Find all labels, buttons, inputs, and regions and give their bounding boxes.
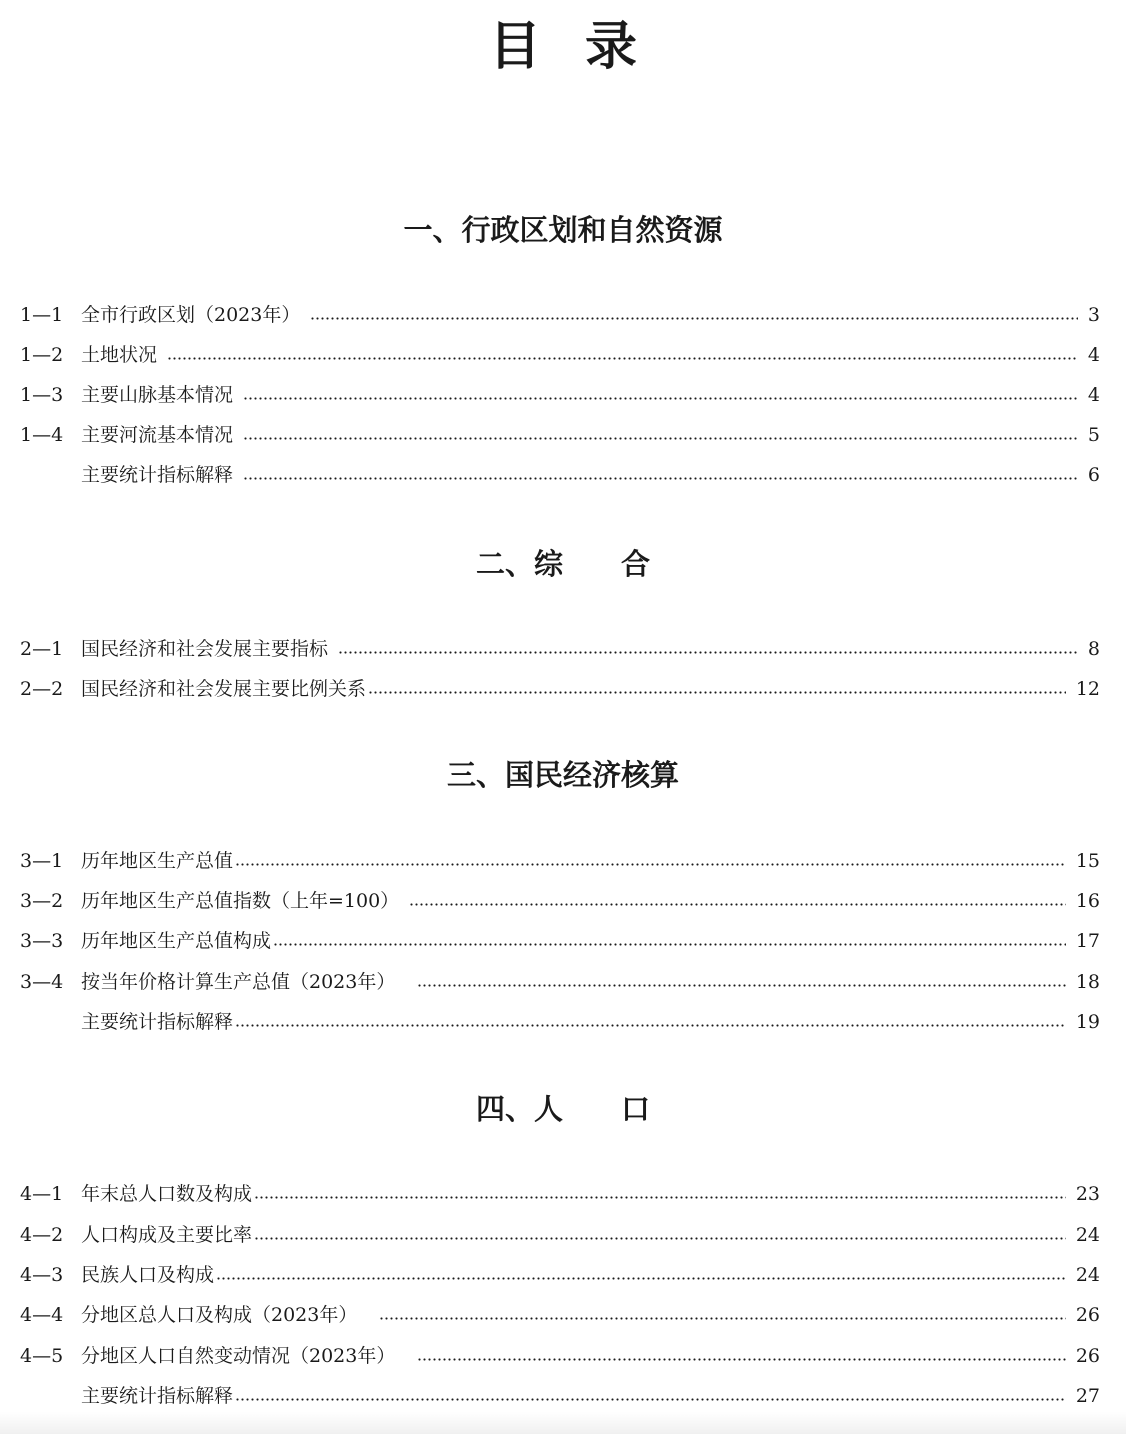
toc-entry-title: 年末总人口数及构成 — [81, 1183, 253, 1205]
toc-entry-page: 3 — [1087, 304, 1100, 326]
dot-leader — [368, 691, 1066, 694]
dot-leader — [235, 863, 1066, 866]
dot-leader — [417, 984, 1065, 987]
toc-entry-page: 8 — [1087, 638, 1100, 660]
toc-entry-title: 历年地区生产总值指数（上年=100） — [81, 890, 400, 912]
toc-entry-title: 主要山脉基本情况 — [81, 384, 234, 406]
toc-entry[interactable] — [20, 1007, 1100, 1037]
dot-leader — [243, 437, 1078, 440]
dot-leader — [235, 1024, 1066, 1027]
toc-entry-number: 1—4 — [20, 424, 64, 446]
section-title: 一、行政区划和自然资源 — [403, 213, 723, 247]
toc-entry-number: 3—4 — [20, 971, 64, 993]
toc-entry-title: 分地区总人口及构成（2023年） — [81, 1304, 358, 1326]
toc-entry-number: 1—1 — [20, 304, 64, 326]
toc-entry-number: 2—1 — [20, 638, 64, 660]
section-title: 三、国民经济核算 — [446, 758, 679, 792]
toc-entry-number: 3—3 — [20, 930, 64, 952]
page-edge-shadow — [0, 1412, 1126, 1434]
toc-entry[interactable] — [20, 1381, 1100, 1411]
toc-entry-title: 主要统计指标解释 — [81, 1011, 234, 1033]
toc-entry-title: 分地区人口自然变动情况（2023年） — [81, 1345, 396, 1367]
toc-entry-number: 1—3 — [20, 384, 64, 406]
toc-entry-number: 4—2 — [20, 1224, 64, 1246]
toc-entry-page: 4 — [1087, 344, 1100, 366]
toc-entry-title: 国民经济和社会发展主要比例关系 — [81, 678, 367, 700]
toc-entry[interactable] — [20, 634, 1100, 664]
dot-leader — [338, 651, 1078, 654]
toc-entry-title: 主要统计指标解释 — [81, 464, 234, 486]
toc-entry-number: 4—1 — [20, 1183, 64, 1205]
section-title: 二、综 合 — [475, 547, 650, 581]
toc-entry-page: 24 — [1075, 1224, 1100, 1246]
dot-leader — [167, 357, 1078, 360]
toc-entry-title: 按当年价格计算生产总值（2023年） — [81, 971, 396, 993]
dot-leader — [417, 1358, 1065, 1361]
dot-leader — [409, 903, 1066, 906]
toc-entry[interactable] — [20, 300, 1100, 330]
dot-leader — [254, 1196, 1066, 1199]
toc-entry[interactable] — [20, 886, 1100, 916]
toc-entry-title: 主要统计指标解释 — [81, 1385, 234, 1407]
toc-entry-number: 2—2 — [20, 678, 64, 700]
toc-entry[interactable] — [20, 340, 1100, 370]
toc-entry[interactable] — [20, 967, 1100, 997]
toc-entry-number: 3—1 — [20, 850, 64, 872]
dot-leader — [243, 397, 1078, 400]
toc-entry-page: 16 — [1075, 890, 1100, 912]
toc-entry-page: 18 — [1075, 971, 1100, 993]
toc-entry[interactable] — [20, 1300, 1100, 1330]
toc-entry-page: 6 — [1087, 464, 1100, 486]
toc-entry-page: 26 — [1075, 1304, 1100, 1326]
toc-entry[interactable] — [20, 926, 1100, 956]
toc-entry-number: 1—2 — [20, 344, 64, 366]
toc-entry-number: 4—5 — [20, 1345, 64, 1367]
toc-entry-page: 15 — [1075, 850, 1100, 872]
toc-entry-title: 全市行政区划（2023年） — [81, 304, 301, 326]
toc-entry[interactable] — [20, 420, 1100, 450]
toc-entry-page: 19 — [1075, 1011, 1100, 1033]
section-title: 四、人 口 — [475, 1092, 650, 1126]
toc-entry-page: 5 — [1087, 424, 1100, 446]
toc-entry-number: 4—3 — [20, 1264, 64, 1286]
toc-entry[interactable] — [20, 1260, 1100, 1290]
toc-entry-title: 历年地区生产总值构成 — [81, 930, 272, 952]
toc-entry-title: 历年地区生产总值 — [81, 850, 234, 872]
dot-leader — [243, 477, 1078, 480]
dot-leader — [235, 1398, 1066, 1401]
toc-entry-title: 土地状况 — [81, 344, 158, 366]
toc-entry[interactable] — [20, 846, 1100, 876]
toc-entry-page: 27 — [1075, 1385, 1100, 1407]
page-title: 目录 — [488, 16, 681, 77]
toc-entry-number: 3—2 — [20, 890, 64, 912]
toc-entry-title: 民族人口及构成 — [81, 1264, 215, 1286]
toc-entry-title: 人口构成及主要比率 — [81, 1224, 253, 1246]
toc-entry-page: 24 — [1075, 1264, 1100, 1286]
toc-entry[interactable] — [20, 380, 1100, 410]
toc-entry-page: 17 — [1075, 930, 1100, 952]
toc-entry[interactable] — [20, 1220, 1100, 1250]
toc-entry-page: 12 — [1075, 678, 1100, 700]
dot-leader — [216, 1277, 1066, 1280]
toc-entry-page: 23 — [1075, 1183, 1100, 1205]
toc-entry[interactable] — [20, 674, 1100, 704]
dot-leader — [273, 943, 1066, 946]
toc-entry-title: 主要河流基本情况 — [81, 424, 234, 446]
toc-entry-page: 4 — [1087, 384, 1100, 406]
dot-leader — [379, 1317, 1065, 1320]
toc-entry-number: 4—4 — [20, 1304, 64, 1326]
toc-entry[interactable] — [20, 1179, 1100, 1209]
toc-entry-title: 国民经济和社会发展主要指标 — [81, 638, 329, 660]
dot-leader — [310, 317, 1078, 320]
toc-entry-page: 26 — [1075, 1345, 1100, 1367]
toc-entry[interactable] — [20, 1341, 1100, 1371]
toc-entry[interactable] — [20, 460, 1100, 490]
dot-leader — [254, 1237, 1066, 1240]
